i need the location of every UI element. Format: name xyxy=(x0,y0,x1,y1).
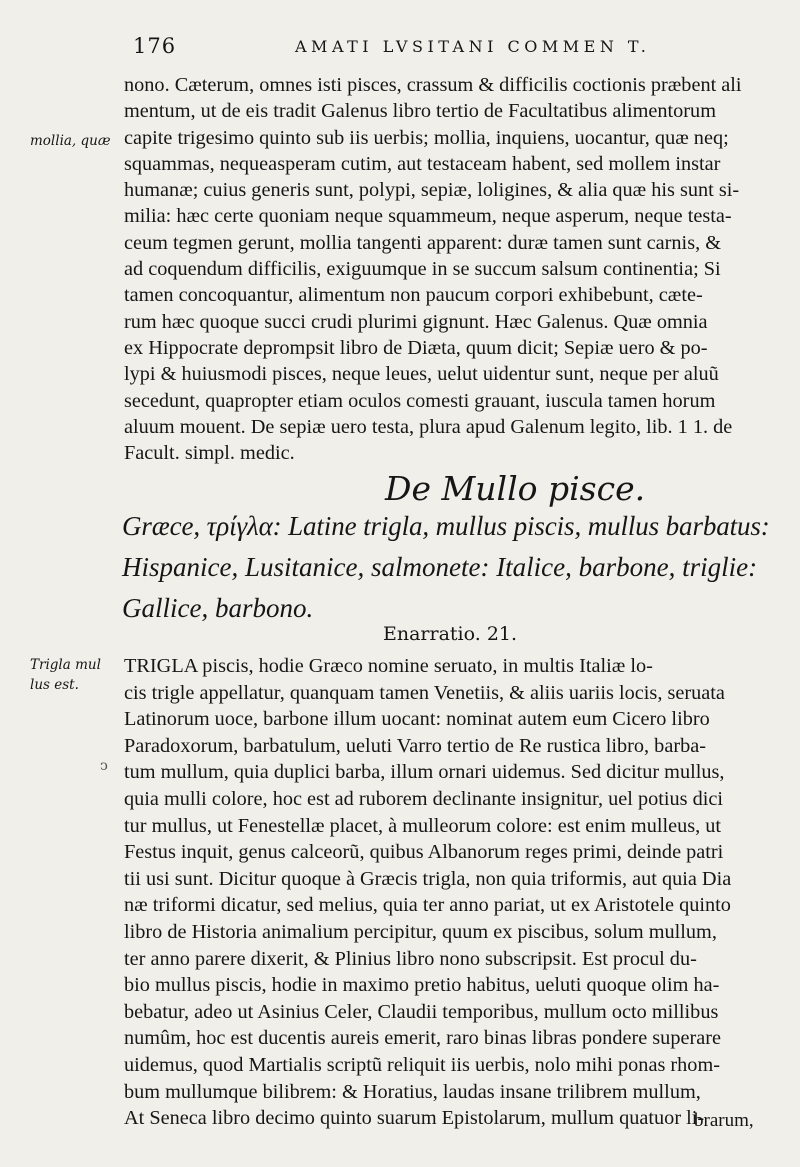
synonyms-block xyxy=(122,506,770,629)
catchword: brarum, xyxy=(694,1110,754,1131)
text-line: nono. Cæterum, omnes isti pisces, crassum & difficilis coctionis præbent ali xyxy=(124,74,742,96)
text-line: ceum tegmen gerunt, mollia tangenti apparent: duræ tamen sunt carnis, & xyxy=(124,231,721,254)
synonym-line: Hispanice, Lusitanice, salmonete: Italice, barbone, triglie: xyxy=(122,552,758,582)
margin-mark: ↄ xyxy=(100,758,108,774)
text-line: squammas, nequeasperam cutim, aut testaceam habent, sed mollem instar xyxy=(124,152,721,175)
text-line: ex Hippocrate deprompsit libro de Diæta, quum dicit; Sepiæ uero & po- xyxy=(124,336,708,359)
margin-note-line: mollia, quæ xyxy=(30,133,111,149)
text-line: numûm, hoc est ducentis aureis emerit, raro binas libras pondere superare xyxy=(124,1027,721,1050)
text-line: bio mullus piscis, hodie in maximo pretio habitus, ueluti quoque olim ha- xyxy=(124,974,720,997)
enarratio-label: Enarratio. 21. xyxy=(383,623,518,645)
synonym-line: Gallice, barbono. xyxy=(122,593,314,623)
page-number: 176 xyxy=(133,34,177,58)
text-line: næ triformi dicatur, sed melius, quia ter anno pariat, ut ex Aristotele quinto xyxy=(124,894,731,917)
text-line: lypi & huiusmodi pisces, neque leues, uelut uidentur sunt, neque per aluũ xyxy=(124,363,719,386)
text-line: bebatur, adeo ut Asinius Celer, Claudii temporibus, mullum octo millibus xyxy=(124,1000,719,1023)
text-line: Latinorum uoce, barbone illum uocant: nominat autem eum Cicero libro xyxy=(124,708,710,731)
paragraph-mollia xyxy=(124,72,770,466)
margin-note-trigla xyxy=(30,655,120,695)
text-line: humanæ; cuius generis sunt, polypi, sepiæ, loligines, & alia quæ his sunt si- xyxy=(124,179,740,202)
margin-note-line: Trigla mul xyxy=(30,657,101,673)
text-line: milia: hæc certe quoniam neque squammeum, neque asperum, neque testa- xyxy=(124,205,732,228)
text-line: tamen concoquantur, alimentum non paucum corpori exhibebunt, cæte- xyxy=(124,284,703,307)
text-line: tur mullus, ut Fenestellæ placet, à mulleorum colore: est enim mulleus, ut xyxy=(124,814,722,837)
text-line: TRIGLA piscis, hodie Græco nomine seruato, in multis Italiæ lo- xyxy=(124,655,653,677)
margin-note-line: lus est. xyxy=(30,677,79,693)
margin-note-mollia xyxy=(30,131,120,151)
text-line: uidemus, quod Martialis scriptũ reliquit iis uerbis, nolo mihi ponas rhom- xyxy=(124,1053,720,1076)
section-heading: De Mullo pisce. xyxy=(385,469,646,508)
synonym-line: Græce, τρίγλα: Latine trigla, mullus piscis, mullus barbatus: xyxy=(122,511,770,541)
running-header xyxy=(0,34,800,68)
running-title: AMATI LVSITANI COMMEN T. xyxy=(295,37,651,56)
text-line: Paradoxorum, barbatulum, ueluti Varro tertio de Re rustica libro, barba- xyxy=(124,734,706,757)
text-line: ad coquendum difficilis, exiguumque in se succum salsum continentia; Si xyxy=(124,258,721,281)
text-line: ter anno parere dixerit, & Plinius libro nono subscripsit. Est procul du- xyxy=(124,947,697,970)
text-line: capite trigesimo quinto sub iis uerbis; mollia, inquiens, uocantur, quæ neq; xyxy=(124,126,729,149)
text-line: tii usi sunt. Dicitur quoque à Græcis trigla, non quia triformis, aut quia Dia xyxy=(124,867,732,890)
text-line: rum hæc quoque succi crudi plurimi gignunt. Hæc Galenus. Quæ omnia xyxy=(124,310,708,333)
paragraph-trigla xyxy=(124,653,770,1132)
text-line: Festus inquit, genus calceorũ, quibus Albanorum reges primi, deinde patri xyxy=(124,841,724,864)
text-line: libro de Historia animalium percipitur, quum ex piscibus, solum mullum, xyxy=(124,920,717,943)
text-line: quia mulli colore, hoc est ad ruborem declinante insignitur, uel potius dici xyxy=(124,787,724,810)
text-line: cis trigle appellatur, quanquam tamen Venetiis, & aliis uariis locis, seruata xyxy=(124,681,725,704)
text-line: tum mullum, quia duplici barba, illum ornari uidemus. Sed dicitur mullus, xyxy=(124,761,725,784)
text-line: aluum mouent. De sepiæ uero testa, plura apud Galenum legito, lib. 1 1. de xyxy=(124,415,733,438)
text-line: mentum, ut de eis tradit Galenus libro tertio de Facultatibus alimentorum xyxy=(124,100,716,123)
text-line: bum mullumque bilibrem: & Horatius, laudas insane trilibrem mullum, xyxy=(124,1080,701,1103)
text-line: secedunt, quapropter etiam oculos comesti grauant, iuscula tamen horum xyxy=(124,389,716,412)
text-line: At Seneca libro decimo quinto suarum Epistolarum, mullum quatuor li- xyxy=(124,1107,705,1130)
text-line: Facult. simpl. medic. xyxy=(124,442,295,465)
